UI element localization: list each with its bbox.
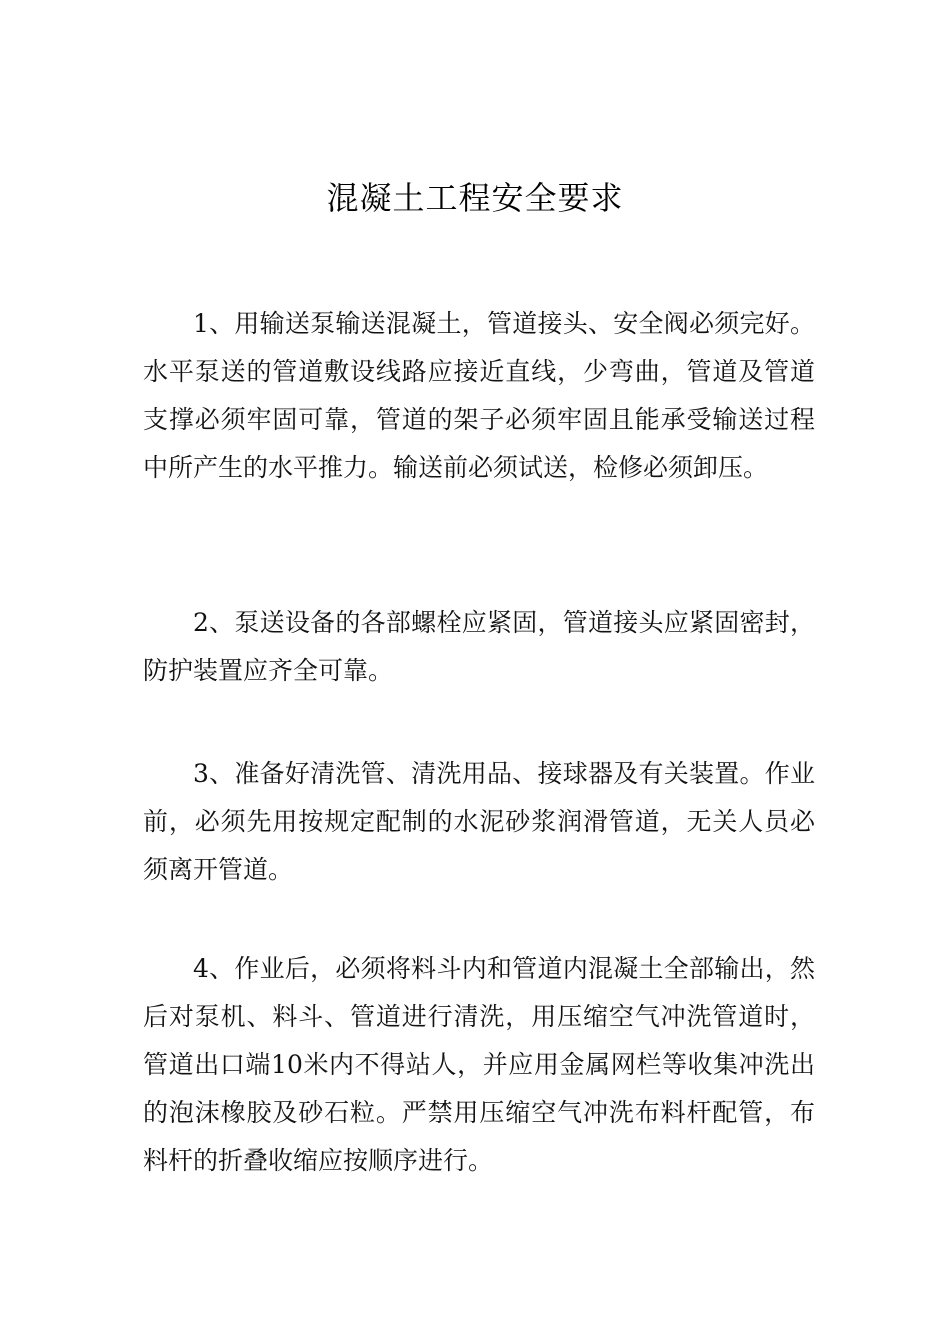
paragraph-2: 2、泵送设备的各部螺栓应紧固，管道接头应紧固密封，防护装置应齐全可靠。 bbox=[143, 608, 815, 685]
paragraph-1: 1、用输送泵输送混凝土，管道接头、安全阀必须完好。水平泵送的管道敷设线路应接近直线，少弯曲，管道及管道支撑必须牢固可靠，管道的架子必须牢固且能承受输送过程中所产生的水平推力。输送前必须试送，检修必须卸压。 bbox=[143, 309, 815, 482]
paragraph-4: 4、作业后，必须将料斗内和管道内混凝土全部输出，然后对泵机、料斗、管道进行清洗，用压缩空气冲洗管道时，管道出口端10米内不得站人，并应用金属网栏等收集冲洗出的泡沫橡胶及砂石粒。严禁用压缩空气冲洗布料杆配管，布料杆的折叠收缩应按顺序进行。 bbox=[143, 954, 815, 1175]
document-title: 混凝土工程安全要求 bbox=[326, 179, 624, 217]
paragraph-3: 3、准备好清洗管、清洗用品、接球器及有关装置。作业前，必须先用按规定配制的水泥砂浆润滑管道，无关人员必须离开管道。 bbox=[143, 759, 815, 884]
